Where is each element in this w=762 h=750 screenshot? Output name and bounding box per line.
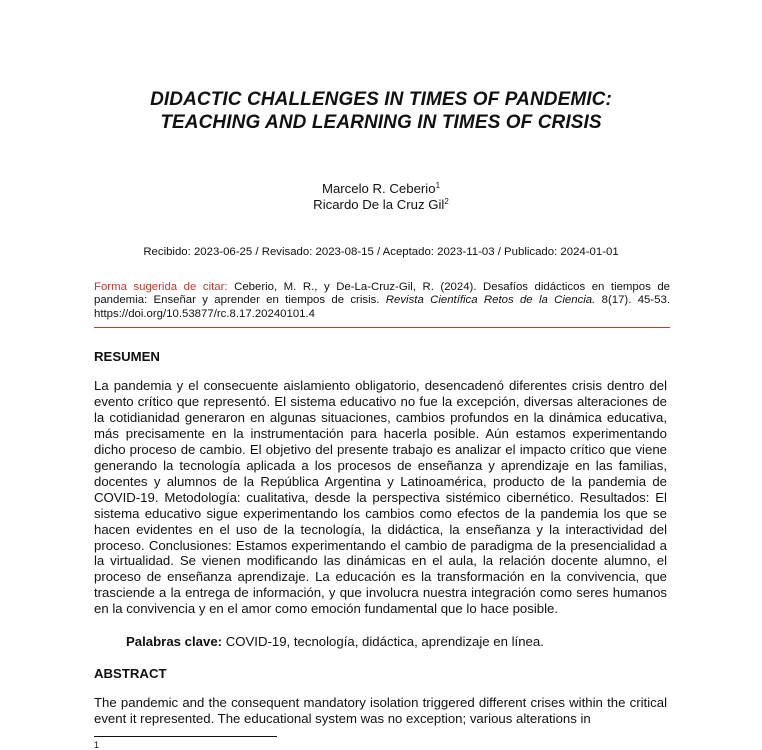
abstract-paragraph: The pandemic and the consequent mandatory isolation triggered different crises within the critical event it represented. The educational system was no exception; various alterations in — [94, 695, 667, 726]
author-list — [200, 181, 562, 213]
citation-journal: Revista Científica Retos de la Ciencia. — [385, 294, 596, 307]
footnote-mark: 1 — [94, 740, 100, 750]
author-affiliation-mark: 2 — [444, 197, 449, 206]
author-name: Ricardo De la Cruz Gil — [313, 197, 445, 212]
submission-dates: Recibido: 2023-06-25 / Revisado: 2023-08-15 / Aceptado: 2023-11-03 / Publicado: 2024-01-01 — [143, 246, 619, 258]
keywords-line — [126, 634, 544, 650]
author-2 — [200, 197, 562, 213]
citation-text: Ceberio, M. R., y De-La-Cruz-Gil, R. (2024). Desafíos didácticos en tiempos de pandemia: Enseñar y aprender en tiempos de crisis. — [94, 281, 670, 307]
resumen-heading: RESUMEN — [94, 349, 160, 364]
resumen-paragraph: La pandemia y el consecuente aislamiento obligatorio, desencadenó diferentes crisis dentro del evento crítico que representó. El sistema educativo no fue la excepción, diversas alteraciones de la cotidianidad generaron en algunas situaciones, cambios profundos en la dinámica educativa, más precisamente en la instrumentación para hacerla posible. Aún estamos experimentando dicho proceso de cambio. El objetivo del presente trabajo es analizar el impacto crítico que viene generando la tecnología aplicada a los procesos de enseñanza y aprendizaje en las familias, docentes y alumnos de la República Argentina y Latinoamérica, producto de la pandemia de COVID-19. Metodología: cualitativa, desde la perspectiva sistémico cibernético. Resultados: El sistema educativo sigue experimentando los cambios como efectos de la pandemia los que se hacen evidentes en el uso de la tecnología, la didáctica, la enseñanza y la interactividad del proceso. Conclusiones: Estamos experimentando el cambio de paradigma de la presencialidad a la virtualidad. Se vienen modificando las dinámicas en el aula, la relación docente alumno, el proceso de enseñanza aprendizaje. La educación es la transformación en la convivencia, que trasciende a la entrega de información, y que involucra nuestra integración como seres humanos en la convivencia y en el amor como emoción fundamental que lo hace posible. — [94, 378, 667, 617]
keywords-label: Palabras clave: — [126, 634, 223, 649]
keywords-list: COVID-19, tecnología, didáctica, aprendizaje en línea. — [222, 634, 544, 649]
citation-divider — [94, 327, 670, 328]
footnote-divider — [94, 736, 277, 737]
title-line-1: DIDACTIC CHALLENGES IN TIMES OF PANDEMIC: — [150, 89, 612, 110]
author-1 — [200, 181, 562, 197]
author-affiliation-mark: 1 — [435, 181, 441, 190]
suggested-citation — [94, 281, 670, 321]
paper-title — [60, 88, 702, 134]
title-line-2: TEACHING AND LEARNING IN TIMES OF CRISIS — [160, 112, 602, 133]
author-name: Marcelo R. Ceberio — [321, 181, 436, 196]
citation-doi: 8(17). 45-53. https://doi.org/10.53877/rc.8.17.20240101.4 — [94, 294, 671, 320]
citation-label: Forma sugerida de citar: — [94, 281, 228, 293]
abstract-heading: ABSTRACT — [94, 666, 167, 681]
